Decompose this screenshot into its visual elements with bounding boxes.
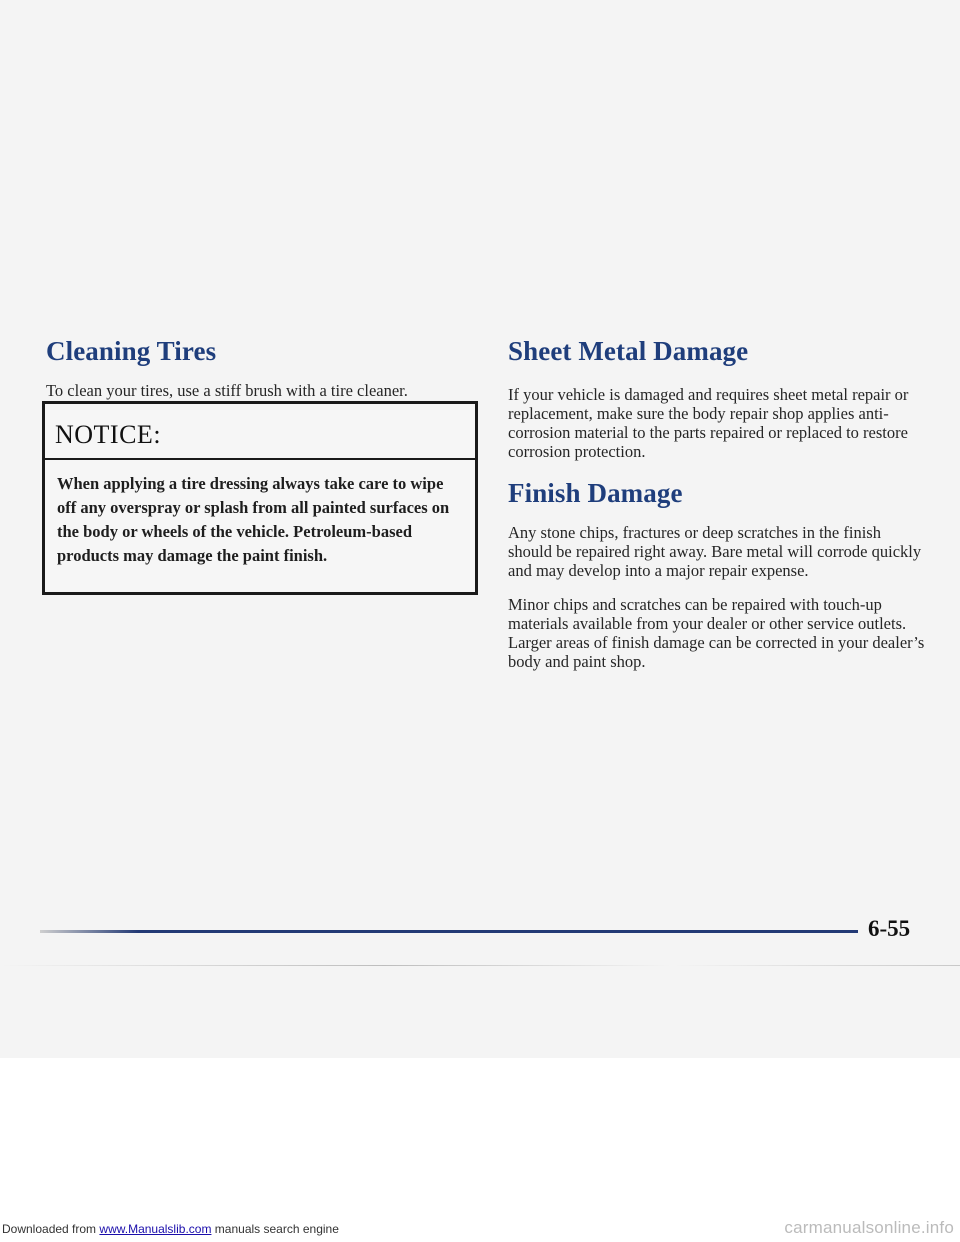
finish-damage-text-2: Minor chips and scratches can be repaired with touch-up materials available from your dealer or other service outlets. Larger areas of finish damage can be corrected in your dealer’s body and paint shop. — [508, 595, 925, 671]
scan-artifact-line — [0, 965, 960, 966]
page-number: 6-55 — [868, 916, 911, 941]
footer-rule — [40, 930, 858, 933]
notice-box — [42, 401, 478, 595]
left-column — [46, 336, 486, 400]
finish-damage-text-1: Any stone chips, fractures or deep scratches in the finish should be repaired right away. Bare metal will corrode quickly and may develop into a major repair expense. — [508, 523, 922, 580]
sheet-metal-text: If your vehicle is damaged and requires sheet metal repair or replacement, make sure the body repair shop applies anti-corrosion material to the parts repaired or replaced to restore corrosion protection. — [508, 385, 909, 461]
watermark-text: carmanualsonline.info — [784, 1218, 954, 1237]
finish-damage-heading: Finish Damage — [508, 478, 683, 508]
sheet-metal-heading: Sheet Metal Damage — [508, 336, 749, 366]
notice-title: NOTICE: — [55, 420, 162, 449]
right-column — [508, 336, 928, 671]
cleaning-tires-text: To clean your tires, use a stiff brush with a tire cleaner. — [46, 381, 408, 400]
banner-suffix: manuals search engine — [214, 1222, 339, 1236]
notice-body: When applying a tire dressing always take care to wipe off any overspray or splash from all painted surfaces on the body or wheels of the vehicle. Petroleum-based products may damage the paint finish. — [57, 474, 450, 565]
cleaning-tires-heading: Cleaning Tires — [46, 336, 217, 366]
notice-header — [45, 404, 475, 460]
download-banner — [2, 1222, 339, 1236]
banner-prefix: Downloaded from — [2, 1222, 97, 1236]
manualslib-link[interactable]: www.Manualslib.com — [99, 1222, 212, 1236]
